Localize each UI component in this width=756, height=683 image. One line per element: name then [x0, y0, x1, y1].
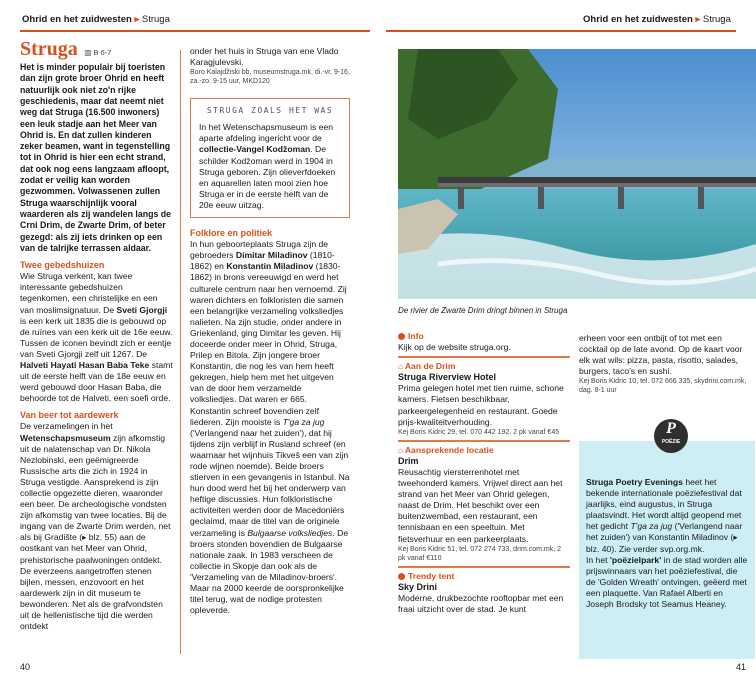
map-ref: ▥ B 6-7 — [84, 48, 112, 57]
bar-icon — [398, 573, 405, 580]
poetry-box — [579, 420, 755, 659]
section-text: De verzamelingen in het Wetenschapsmuseum zijn afkomstig uit de nalatenschap van Dr. Nikola Nezlobinski, een geëmigreerde Russische arts die zich in 1924 in Struga vestigde. Aansprekend is zijn collectie opgezette dieren, waaronder een beer. De archeologische vondsten zijn afkomstig van twee locaties. Bij de ingang van de Zwarte Drim werden, net als bij Gradište (▸ blz. 55) aan de oostkant van het Meer van Ohrid, prehistorische paalwoningen ontdekt. De everzeens aangetroffen stenen bijlen, messen, enzovoort en het aardewerk zijn in dit museum te bewonderen. Net als de grafvondsten uit de hellenistische tijd die werden ontdekt — [20, 421, 171, 632]
bar-text: Moderne, drukbezochte rooftopbar met een fraai uitzicht over de stad. Je kunt — [398, 592, 564, 614]
poetry-badge — [654, 419, 688, 453]
section-text: onder het huis in Struga van ene Vlado Karagjulevski. — [190, 46, 339, 68]
poetry-text: In het 'poëzielpark' in de stad worden alle prijswinnaars van het poëziefestival, die de 'Golden Wreath' ontvingen, geëerd met een plaquette. Van Rafael Alberti en Joseph Brodsky tot Seamus Heaney. — [586, 554, 748, 610]
column-2 — [190, 46, 350, 616]
info-box — [190, 98, 350, 218]
section-text: In hun geboorteplaats Struga zijn de gebroeders Dimitar Miladinov (1810-1862) en Konstantin Miladinov (1830-1862) in brons vereeuwigd en werd het culturele centrum naar hen vernoemd. Zij waren dichters en folkloristen die samen een belangrijke verzameling volksliedjes nalieten. Na zijn studie, onder andere in Griekenland, ging Dimitar les geven. Hij doceerde onder meer in Ohrid, Struga, Prilep en Bitola. Zijn jongere broer Konstantin, die nog les van hem heeft gekregen, hielp hem met het uitgeven van de door hem verzamelde volksliedjes. Dat waren er 665. Konstantin schreef bovendien zelf liederen. Zijn mooiste is T'ga za jug ('Verlangend naar het zuiden'), dat hij tijdens zijn verblijf in Rusland schreef (en waarnaar het wijnhuis Tikveš een van zijn rode wijnen noemde). Beide broers stierven in een gevangenis in Istanbul. Na hun dood werd het bij het onderwerp van heftige discussies. Hun folkloristische activiteiten werden door de Macedoniërs geclaimd, maar de titel van de originele verzameling is Bulgaarse volksliedjes. De broers stonden bovendien de Bulgaarse nationale zaak. In 1983 verscheen de collectie in Skopje dan ook als de 'Verzameling van de Miladinov-broers'. Maar na 2000 keerde de oorspronkelijke titel terug, wat de nodige protesten opleverde. — [190, 239, 350, 616]
right-column-2 — [579, 333, 751, 395]
hotel-info: Kej Boris Kidric 29, tel. 070 442 192, 2 pk vanaf €45 — [398, 428, 560, 436]
hotel-name: Struga Riverview Hotel — [398, 372, 497, 383]
bar-text: erheen voor een ontbijt of tot met een cocktail op de late avond. Op de kaart voor elk wat wils: pizza, pasta, risotto, salades, burgers, taco's en sushi. — [579, 333, 743, 377]
museum-info: Boro Kalajdžiski bb, museumstruga.mk, di.-vr. 9-16, za.-zo. 9-15 uur, MKD120 — [190, 69, 350, 86]
info-section: Info — [398, 331, 570, 342]
section-heading: Van beer tot aardewerk — [20, 410, 119, 421]
badge-letter: P — [666, 420, 676, 437]
right-column-1 — [398, 331, 570, 615]
hotel-name: Drim — [398, 455, 419, 466]
box-text: In het Wetenschapsmuseum is een aparte afdeling ingericht voor de collectie-Vangel Kodžoman. De schilder Kodžoman werd in 1904 in Struga geboren. Zijn olieverfdoeken en aquarellen laten mooi zien hoe Struga er in de eerste helft van de 20e eeuw uitzag. — [199, 122, 336, 210]
hotel-text: Reusachtig viersterrenhotel met tweehonderd kamers. Vrijwel direct aan het strand van het Meer van Ohrid gelegen, naast de Drim. Het beschikt over een buitenzwembad, een restaurant, een tennisbaan en een speeltuin. Met fietsverhuur en een parkeerplaats. — [398, 466, 563, 544]
badge-word: POËZIE — [661, 439, 681, 445]
river-photo — [398, 49, 756, 299]
running-header — [22, 14, 170, 25]
map-icon: ▥ — [84, 48, 92, 57]
header-separator-icon: ▸ — [695, 14, 701, 25]
divider — [398, 440, 570, 442]
header-location: Struga — [141, 14, 170, 25]
header-rule — [20, 30, 370, 32]
divider — [398, 566, 570, 568]
header-separator-icon: ▸ — [134, 14, 140, 25]
header-rule — [386, 30, 736, 32]
page-number: 41 — [736, 662, 747, 672]
info-icon — [398, 333, 405, 340]
house-icon: ⌂ — [398, 445, 403, 455]
poetry-text: Struga Poetry Evenings heet het bekende internationale poëziefestival dat jaarlijks, eind augustus, in Struga plaatsvindt. Het wordt altijd geopend met het gedicht T'ga za jug ('Verlangend naar het zuiden') van Konstantin Miladinov (▸ blz. 40). Zie verder svp.org.mk. — [586, 477, 743, 554]
info-text: Kijk op de website struga.org. — [398, 342, 511, 353]
box-title: STRUGA ZOALS HET WAS — [206, 106, 334, 116]
section-heading: Twee gebedshuizen — [20, 260, 105, 271]
house-icon: ⌂ — [398, 362, 403, 372]
section-heading: Folklore en politiek — [190, 228, 273, 239]
column-divider — [180, 50, 181, 654]
intro-text: Het is minder populair bij toeristen dan zijn grote broer Ohrid en heeft natuurlijk ook niet zo'n rijke geschiedenis, maar dat neemt niet weg dat Struga (16.500 inwoners) een leuk stadje aan het Meer van Ohrid is. En dat zullen kinderen zeker beamen, want in tegenstelling tot in Ohrid is hier een echt strand, dat ook nog eens langzaam afloopt, zodat er veilig kan worden gezwommen. Volwassenen zullen Struga waarschijnlijk vooral waarderen als zij wandelen langs de Crni Drim, de Zwarte Drim, of beter gezegd: als zij iets drinken op een van de talrijke terrassen aldaar. — [20, 62, 172, 253]
photo-caption: De rivier de Zwarte Drim dringt binnen in Struga — [398, 306, 568, 315]
right-page — [378, 0, 756, 683]
page-number: 40 — [20, 662, 31, 672]
bar-info: Kej Boris Kidric 10, tel. 072 666 335, skydrini.com.mk, dag. 8-1 uur — [579, 378, 747, 395]
stay-label: ⌂ Aan de Drim — [398, 361, 456, 372]
bar-name: Sky Drini — [398, 581, 438, 592]
hotel-text: Prima gelegen hotel met tien ruime, schone kamers. Fietsen beschikbaar, parkeergelegenheid en restaurant. Goede prijs-kwaliteitverhouding. — [398, 383, 564, 427]
loc-label: ⌂ Aansprekende locatie — [398, 444, 494, 455]
divider — [398, 356, 570, 358]
page-title: Struga — [20, 38, 78, 60]
header-section: Ohrid en het zuidwesten — [22, 14, 132, 25]
column-1 — [20, 38, 173, 632]
section-text: Wie Struga verkent, kan twee interessante gebedshuizen tegenkomen, een christelijke en een van moslimsignatuur. De Sveti Gjorgji is een kerk uit 1835 die is gebouwd op de ruïnes van een kerk uit de 16e eeuw. Tussen de iconen bevindt zich er eentje van Sveti Gjorgji zelf uit 1267. De Halveti Hayati Hasan Baba Teke stamt uit de eerste helft van de 18e eeuw en werd gebouwd door Hasan Baba, die behoorde tot de Halveti, een soefi orde. — [20, 271, 173, 404]
running-header — [583, 14, 731, 25]
header-section: Ohrid en het zuidwesten — [583, 14, 693, 25]
header-location: Struga — [702, 14, 731, 25]
hotel-info: Kej Boris Kidric 51, tel. 072 274 733, drim.com.mk, 2 pk vanaf €110 — [398, 545, 562, 562]
tent-label: Trendy tent — [398, 571, 570, 582]
